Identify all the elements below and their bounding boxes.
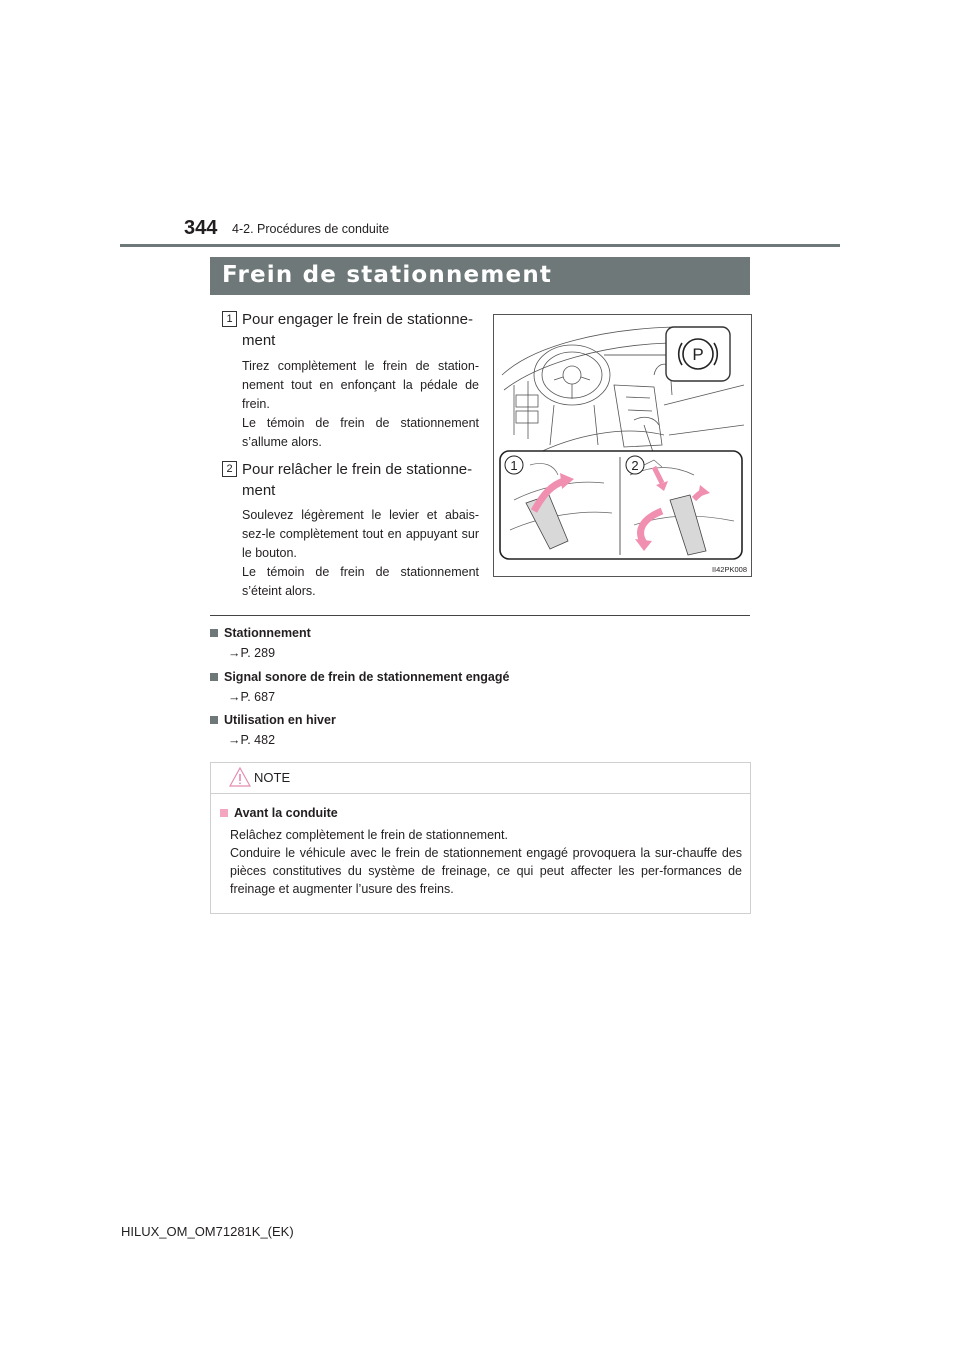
note-paragraph-2: Conduire le véhicule avec le frein de stationnement engagé provoquera la sur-chauffe des pièces constitutives du système de freinage, ce qui peut affecter les per-formances de freinage et augmenter l’usure des freins. [230,846,742,896]
note-item-stationnement [210,626,311,660]
step-1-body [242,357,479,452]
header-rule [120,244,840,247]
square-bullet-icon [210,629,218,637]
step-1-heading [242,309,482,351]
square-bullet-icon [210,716,218,724]
step-2-result: Le témoin de frein de stationnement s’éteint alors. [242,565,479,598]
section-divider [210,615,750,616]
step-1-instruction: Tirez complètement le frein de station-nement tout en enfonçant la pédale de frein. [242,359,479,411]
note-item-signal-sonore [210,670,509,704]
note-box-header [211,763,750,794]
note-paragraph-1: Relâchez complètement le frein de stationnement. [230,828,508,842]
note-box [210,762,751,914]
note-title: Stationnement [224,626,311,640]
note-item-hiver [210,713,336,747]
indicator-p: P [692,345,704,364]
parking-brake-illustration [493,314,752,577]
step-1-result: Le témoin de frein de stationnement s’allume alors. [242,416,479,449]
note-title: Signal sonore de frein de stationnement engagé [224,670,510,684]
title-bar [210,257,750,295]
parking-brake-drawing [494,315,751,576]
warning-triangle-icon [229,767,251,787]
step-2-instruction: Soulevez légèrement le levier et abais-sez-le complètement tout en appuyant sur le bouton. [242,508,479,560]
note-subtitle-text: Avant la conduite [234,806,338,820]
callout-2: 2 [631,458,639,473]
note-title: Utilisation en hiver [224,713,336,727]
figure-code: II42PK008 [711,565,747,574]
square-bullet-icon [210,673,218,681]
note-text [230,826,742,898]
page-reference-link[interactable]: →P. 289 [228,646,276,660]
page-title: Frein de stationnement [222,262,553,288]
square-bullet-icon [220,809,228,817]
step-2-number: 2 [222,461,237,477]
note-label: NOTE [254,770,291,785]
page-reference-link[interactable]: →P. 687 [228,690,276,704]
step-2-heading-line-2: ment [242,482,276,499]
footer-doc-id: HILUX_OM_OM71281K_(EK) [121,1224,294,1239]
note-subtitle [220,806,338,820]
callout-1: 1 [510,458,518,473]
step-1-heading-line-2: ment [242,332,276,349]
step-1-heading-line-1: Pour engager le frein de stationne- [242,311,473,328]
step-1-number: 1 [222,311,237,327]
step-2-body [242,506,479,601]
step-2-heading-line-1: Pour relâcher le frein de stationne- [242,461,473,478]
section-label: 4-2. Procédures de conduite [232,222,390,236]
page-number: 344 [184,217,218,239]
step-2-heading [242,459,482,501]
page-reference-link[interactable]: →P. 482 [228,733,276,747]
